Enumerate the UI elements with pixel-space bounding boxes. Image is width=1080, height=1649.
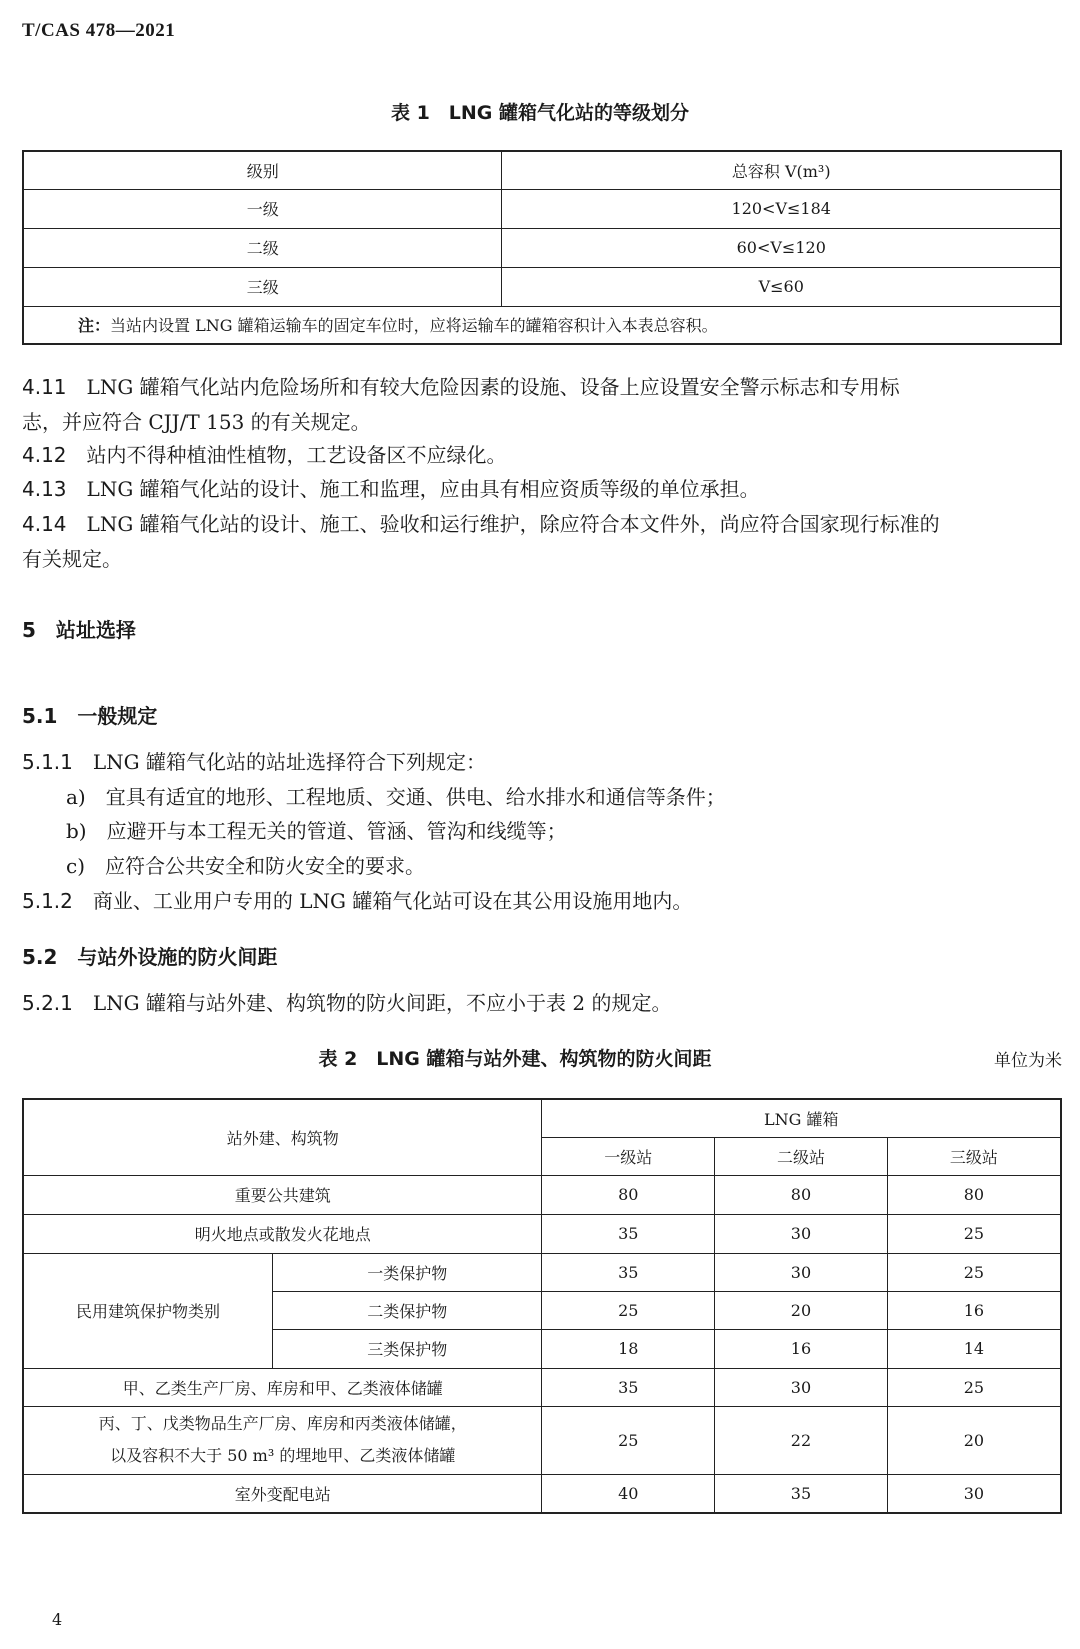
table-row xyxy=(23,1406,1061,1474)
table-cell: 80 xyxy=(715,1175,888,1214)
table-cell: V≤60 xyxy=(502,267,1061,306)
table-cell: 35 xyxy=(542,1214,715,1253)
clause-text: LNG 罐箱气化站内危险场所和有较大危险因素的设施、设备上应设置安全警示标志和专用标 xyxy=(86,375,900,399)
table-cell: 40 xyxy=(542,1474,715,1513)
table-cell: 一级 xyxy=(23,189,502,228)
clause-text-cont: 有关规定。 xyxy=(22,547,122,571)
table-cell: 30 xyxy=(715,1253,888,1291)
table-cell: 60<V≤120 xyxy=(502,228,1061,267)
section-5-2-heading: 5.2 与站外设施的防火间距 xyxy=(22,945,278,969)
clause-text: LNG 罐箱气化站的站址选择符合下列规定： xyxy=(92,750,487,774)
clause-text: LNG 罐箱气化站的设计、施工、验收和运行维护，除应符合本文件外，尚应符合国家现行标准的 xyxy=(86,512,940,536)
table2-head-left: 站外建、构筑物 xyxy=(23,1099,542,1175)
table2-caption: 表 2 LNG 罐箱与站外建、构筑物的防火间距 xyxy=(318,1048,712,1070)
clause-number: 4.13 xyxy=(22,477,67,501)
clause-text-cont: 志，并应符合 CJJ/T 153 的有关规定。 xyxy=(22,410,371,434)
table2-head-col: 三级站 xyxy=(887,1137,1061,1175)
table-cell: 二级 xyxy=(23,228,502,267)
table-cell: 35 xyxy=(542,1253,715,1291)
table-cell: 35 xyxy=(715,1474,888,1513)
table-row xyxy=(23,1253,1061,1291)
clause-number: 5.1.1 xyxy=(22,750,73,774)
clause-5-2-1 xyxy=(22,986,1062,1021)
row-label: 二类保护物 xyxy=(273,1291,542,1329)
table-cell: 18 xyxy=(542,1329,715,1368)
table-row xyxy=(23,1474,1061,1513)
table2-head-group: LNG 罐箱 xyxy=(542,1099,1061,1137)
table-cell: 25 xyxy=(887,1368,1061,1406)
row-label: 室外变配电站 xyxy=(23,1474,542,1513)
table-cell: 25 xyxy=(542,1406,715,1474)
table-cell: 25 xyxy=(542,1291,715,1329)
table-row xyxy=(23,1214,1061,1253)
table-cell: 80 xyxy=(887,1175,1061,1214)
clause-text: LNG 罐箱气化站的设计、施工和监理，应由具有相应资质等级的单位承担。 xyxy=(86,477,760,501)
clause-number: 4.12 xyxy=(22,443,67,467)
table-cell: 30 xyxy=(715,1368,888,1406)
table-cell: 16 xyxy=(715,1329,888,1368)
clause-number: 5.2.1 xyxy=(22,991,73,1015)
table2-head-col: 二级站 xyxy=(715,1137,888,1175)
clause-number: 4.14 xyxy=(22,512,67,536)
clause-number: 5.1.2 xyxy=(22,889,73,913)
section-5-1-heading: 5.1 一般规定 xyxy=(22,704,158,728)
table1-caption: 表 1 LNG 罐箱气化站的等级划分 xyxy=(390,102,690,124)
table-cell: 20 xyxy=(887,1406,1061,1474)
clause-5-1-2 xyxy=(22,884,1062,919)
table2-head-col: 一级站 xyxy=(542,1137,715,1175)
table1-note xyxy=(23,306,1061,344)
table1 xyxy=(22,150,1062,345)
table-row xyxy=(23,1175,1061,1214)
clause-text: 商业、工业用户专用的 LNG 罐箱气化站可设在其公用设施用地内。 xyxy=(92,889,693,913)
list-item: c) 应符合公共安全和防火安全的要求。 xyxy=(66,854,426,878)
table1-header-level: 级别 xyxy=(23,151,502,189)
table-cell: 25 xyxy=(887,1253,1061,1291)
clause-4-11 xyxy=(22,370,1062,440)
table-cell: 20 xyxy=(715,1291,888,1329)
table-cell: 35 xyxy=(542,1368,715,1406)
document-id: T/CAS 478—2021 xyxy=(22,20,176,41)
clause-text: LNG 罐箱与站外建、构筑物的防火间距，不应小于表 2 的规定。 xyxy=(92,991,672,1015)
clause-4-13 xyxy=(22,472,1062,507)
table2-unit: 单位为米 xyxy=(994,1051,1062,1071)
clause-4-12 xyxy=(22,438,1062,473)
row-label: 一类保护物 xyxy=(273,1253,542,1291)
table-row xyxy=(23,1368,1061,1406)
row-label: 三类保护物 xyxy=(273,1329,542,1368)
list-item: a) 宜具有适宜的地形、工程地质、交通、供电、给水排水和通信等条件； xyxy=(66,785,726,809)
row-label: 重要公共建筑 xyxy=(23,1175,542,1214)
clause-5-1-1 xyxy=(22,745,1062,780)
table1-header-volume: 总容积 V(m³) xyxy=(502,151,1061,189)
row-group-label: 民用建筑保护物类别 xyxy=(23,1253,273,1368)
table-cell: 80 xyxy=(542,1175,715,1214)
clause-number: 4.11 xyxy=(22,375,67,399)
table-cell: 16 xyxy=(887,1291,1061,1329)
row-label: 明火地点或散发火花地点 xyxy=(23,1214,542,1253)
table-cell: 三级 xyxy=(23,267,502,306)
row-label-line: 以及容积不大于 50 m³ 的埋地甲、乙类液体储罐 xyxy=(110,1446,456,1465)
note-label: 注： xyxy=(78,316,111,336)
section-5-heading: 5 站址选择 xyxy=(22,618,136,642)
table-cell: 30 xyxy=(887,1474,1061,1513)
row-label-line: 丙、丁、戊类物品生产厂房、库房和丙类液体储罐， xyxy=(98,1414,467,1433)
note-text: 当站内设置 LNG 罐箱运输车的固定车位时，应将运输车的罐箱容积计入本表总容积。 xyxy=(110,316,718,336)
table-cell: 22 xyxy=(715,1406,888,1474)
table-cell: 25 xyxy=(887,1214,1061,1253)
table-cell: 14 xyxy=(887,1329,1061,1368)
table-cell: 30 xyxy=(715,1214,888,1253)
row-label: 甲、乙类生产厂房、库房和甲、乙类液体储罐 xyxy=(23,1368,542,1406)
table2 xyxy=(22,1098,1062,1514)
list-item: b) 应避开与本工程无关的管道、管涵、管沟和线缆等； xyxy=(66,819,567,843)
table-cell: 120<V≤184 xyxy=(502,189,1061,228)
row-label xyxy=(23,1406,542,1474)
clause-text: 站内不得种植油性植物，工艺设备区不应绿化。 xyxy=(86,443,507,467)
page-number: 4 xyxy=(52,1610,63,1629)
clause-4-14 xyxy=(22,507,1062,577)
